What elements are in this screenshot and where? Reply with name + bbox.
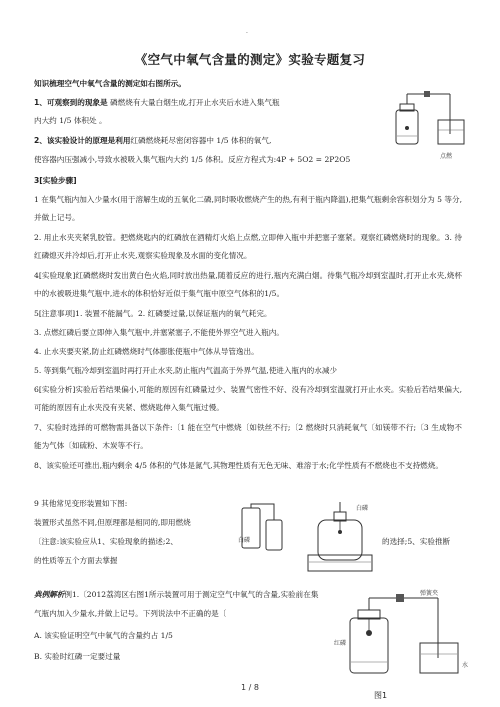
analysis-paragraph: 6[实验分析]实验后若结果偏小,可能的原因有红磷量过少、装置气密性不好、没有冷却到室温就打开止水夹。实验后若结果偏大,可能的原因有止水夹没有夹紧、燃烧匙伸入集气瓶过慢。	[34, 385, 462, 412]
example-text: 例1.〔2012荔湾区右图1所示装置可用于测定空气中氧气的含量,实验前在集	[64, 590, 319, 599]
top-mark: ·	[246, 30, 248, 37]
apparatus-figure	[392, 90, 472, 150]
fig-label-red: 红磷	[334, 640, 347, 647]
note-text-3: 的性质等五个方面去掌握	[34, 556, 118, 565]
step-2-3: 2. 用止水夹夹紧乳胶管。把燃烧匙内的红磷放在酒精灯火焰上点燃,立即伸入瓶中并把塞子塞紧。观察红磷燃烧时的现象。3. 待红磷熄灭并冷却后,打开止水夹,观察实验现象及水面的变化情况。	[34, 233, 462, 260]
note-text-2: 的选择;5、实验推断	[382, 537, 451, 546]
inference-paragraph: 8、该实验还可推出,瓶内剩余 4/5 体积的气体是氮气,其物理性质有无色无味、难溶于水;化学性质有不燃烧也不支持燃烧。	[34, 461, 443, 470]
fig-label-white-2: 白磷	[356, 505, 369, 512]
option-b: B. 实验时红磷一定要过量	[34, 652, 121, 661]
note-text: 〔注意:该实验应从1、实验现象的描述;2、	[34, 537, 178, 546]
example-paragraph	[34, 586, 364, 604]
page-number: 1 / 8	[241, 683, 259, 692]
option-a: A. 该实验证明空气中氧气的含量约占 1/5	[34, 631, 173, 640]
phenomenon-paragraph: 4[实验现象]红磷燃烧时发出黄白色火焰,同时放出热量,随着反应的进行,瓶内充满白烟。待集气瓶冷却到室温时,打开止水夹,烧杯中的水被吸进集气瓶中,进水的体积恰好近似于集气瓶中原空气体积的1/5。	[34, 271, 462, 298]
observation-paragraph	[34, 94, 384, 130]
example-label: 典例解析	[34, 590, 65, 599]
step-1: 1 在集气瓶内加入少量水(用于溶解生成的五氧化二磷,同时吸收燃烧产生的热,有利于瓶内降温),把集气瓶剩余容积划分为 5 等分,并做上记号。	[34, 195, 462, 222]
steps-heading: 3[实验步骤]	[34, 176, 77, 185]
observation-text: 磷燃烧有大量白烟生成,打开止水夹后水进入集气瓶	[107, 98, 280, 107]
principle-text: 红磷燃烧耗尽密闭容器中 1/5 体积的氧气,	[130, 136, 272, 145]
principle-paragraph	[34, 132, 384, 150]
notes-3: 3. 点燃红磷后要立即伸入集气瓶中,并塞紧塞子,不能使外界空气进入瓶内。	[34, 328, 284, 337]
principle-label: 2、该实验设计的原理是利用	[34, 136, 131, 145]
variants-text: 装置形式虽然不同,但原理都是相同的,即用燃烧	[34, 518, 191, 527]
notes-1: 5[注意事项]1. 装置不能漏气。2. 红磷要过量,以保证瓶内的氧气耗完。	[34, 309, 272, 318]
notes-4: 4. 止水夹要夹紧,防止红磷燃烧时气体膨胀使瓶中气体从导管逸出。	[34, 347, 259, 356]
observation-text-2: 内大约 1/5 体积处 。	[34, 116, 107, 125]
notes-5: 5. 等到集气瓶冷却到室温时再打开止水夹,防止瓶内气温高于外界气温,使进入瓶内的水减少	[34, 366, 338, 375]
page-title: 《空气中氧气含量的测定》实验专题复习	[134, 52, 366, 67]
fig-label-water: 水	[462, 662, 469, 669]
observation-label: 1、可观察到的现象是	[34, 98, 108, 107]
intro-text: 知识梳理空气中氧气含量的测定如右图所示。	[34, 79, 186, 88]
variants-heading: 9 其他常见变形装置如下图:	[34, 499, 128, 508]
figure-1-apparatus	[340, 588, 470, 678]
ignite-label: 点燃	[440, 153, 453, 160]
figure-1-label: 图1	[374, 691, 388, 700]
fig-label-clamp: 弹簧夹	[420, 590, 439, 597]
fig-label-white-1: 白磷	[238, 537, 251, 544]
example-text-2: 气瓶内加入少量水,并做上记号。下列说法中不正确的是〔	[34, 609, 227, 618]
conditions-paragraph: 7、实验时选择的可燃物需具备以下条件:〔1 能在空气中燃烧〔如铁丝不行;〔2 燃烧时只消耗氧气〔如镁带不行;〔3 生成物不能为气体〔如硫粉、木炭等不行。	[34, 423, 462, 450]
principle-paragraph-2: 使容器内压强减小,导致水被吸入集气瓶内大约 1/5 体积。反应方程式为:4P + 5O2 = 2P2O5	[34, 155, 351, 164]
